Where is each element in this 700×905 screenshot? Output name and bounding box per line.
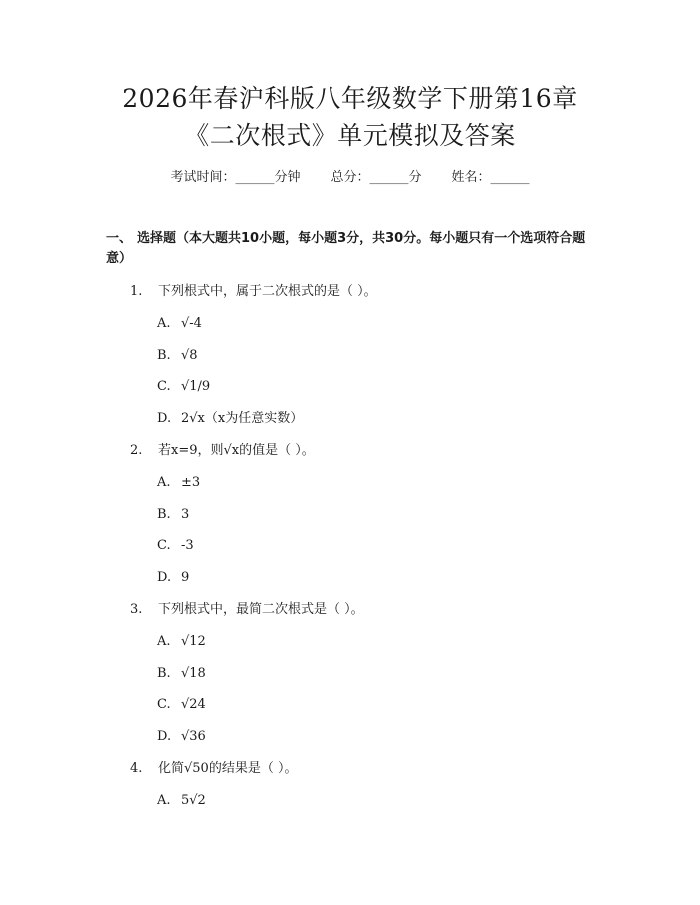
question-1-option-d	[157, 410, 303, 428]
question-1	[130, 283, 377, 301]
option-text: 9	[181, 570, 190, 585]
exam-info	[0, 169, 700, 187]
option-text: 5√2	[181, 793, 206, 808]
question-2-option-c	[157, 537, 194, 555]
question-number: 3.	[130, 602, 143, 617]
question-text: 化简√50的结果是（ ）。	[158, 761, 298, 776]
question-2-option-a	[157, 474, 200, 492]
option-letter: D.	[157, 729, 172, 744]
student-name-label: 姓名：______	[451, 170, 530, 185]
question-3-option-a	[157, 633, 206, 651]
option-letter: A.	[157, 634, 171, 649]
option-text: √-4	[181, 316, 202, 331]
option-letter: C.	[157, 379, 171, 394]
option-text: ±3	[181, 475, 201, 490]
option-letter: C.	[157, 538, 171, 553]
option-letter: C.	[157, 697, 171, 712]
section-title: 选择题（本大题共10小题，每小题3分，共30分。每小题只有一个选项符合题意）	[106, 231, 586, 266]
question-1-option-b	[157, 347, 198, 365]
question-number: 1.	[130, 284, 143, 299]
question-3	[130, 601, 364, 619]
question-2-option-d	[157, 569, 189, 587]
exam-time-label: 考试时间：______分钟	[170, 170, 301, 185]
option-text: √8	[181, 348, 198, 363]
option-letter: B.	[157, 348, 171, 363]
question-1-option-c	[157, 378, 210, 396]
option-letter: B.	[157, 507, 171, 522]
option-letter: A.	[157, 793, 171, 808]
question-3-option-d	[157, 728, 206, 746]
document-title-line-2: 《二次根式》单元模拟及答案	[184, 121, 516, 150]
question-3-option-b	[157, 665, 206, 683]
question-number: 4.	[130, 761, 143, 776]
option-text: √1/9	[181, 379, 211, 394]
question-2-option-b	[157, 506, 189, 524]
question-text: 若x=9，则√x的值是（ ）。	[158, 443, 315, 458]
option-letter: D.	[157, 570, 172, 585]
option-letter: D.	[157, 411, 172, 426]
section-number: 一、	[106, 231, 133, 246]
option-text: √18	[181, 666, 206, 681]
question-text: 下列根式中，属于二次根式的是（ ）。	[158, 284, 377, 299]
question-4	[130, 760, 297, 778]
question-2	[130, 442, 315, 460]
option-text: √36	[181, 729, 206, 744]
option-text: 2√x（x为任意实数）	[181, 411, 304, 426]
option-text: √24	[181, 697, 206, 712]
option-text: -3	[181, 538, 194, 553]
option-text: √12	[181, 634, 206, 649]
question-text: 下列根式中，最简二次根式是（ ）。	[158, 602, 364, 617]
section-heading	[106, 229, 596, 269]
question-number: 2.	[130, 443, 143, 458]
question-1-option-a	[157, 315, 202, 333]
option-letter: A.	[157, 316, 171, 331]
question-4-option-a	[157, 792, 206, 810]
option-letter: B.	[157, 666, 171, 681]
total-score-label: 总分：______分	[330, 170, 422, 185]
question-3-option-c	[157, 696, 206, 714]
document-title-line-1: 2026年春沪科版八年级数学下册第16章	[122, 84, 578, 113]
option-letter: A.	[157, 475, 171, 490]
option-text: 3	[181, 507, 190, 522]
